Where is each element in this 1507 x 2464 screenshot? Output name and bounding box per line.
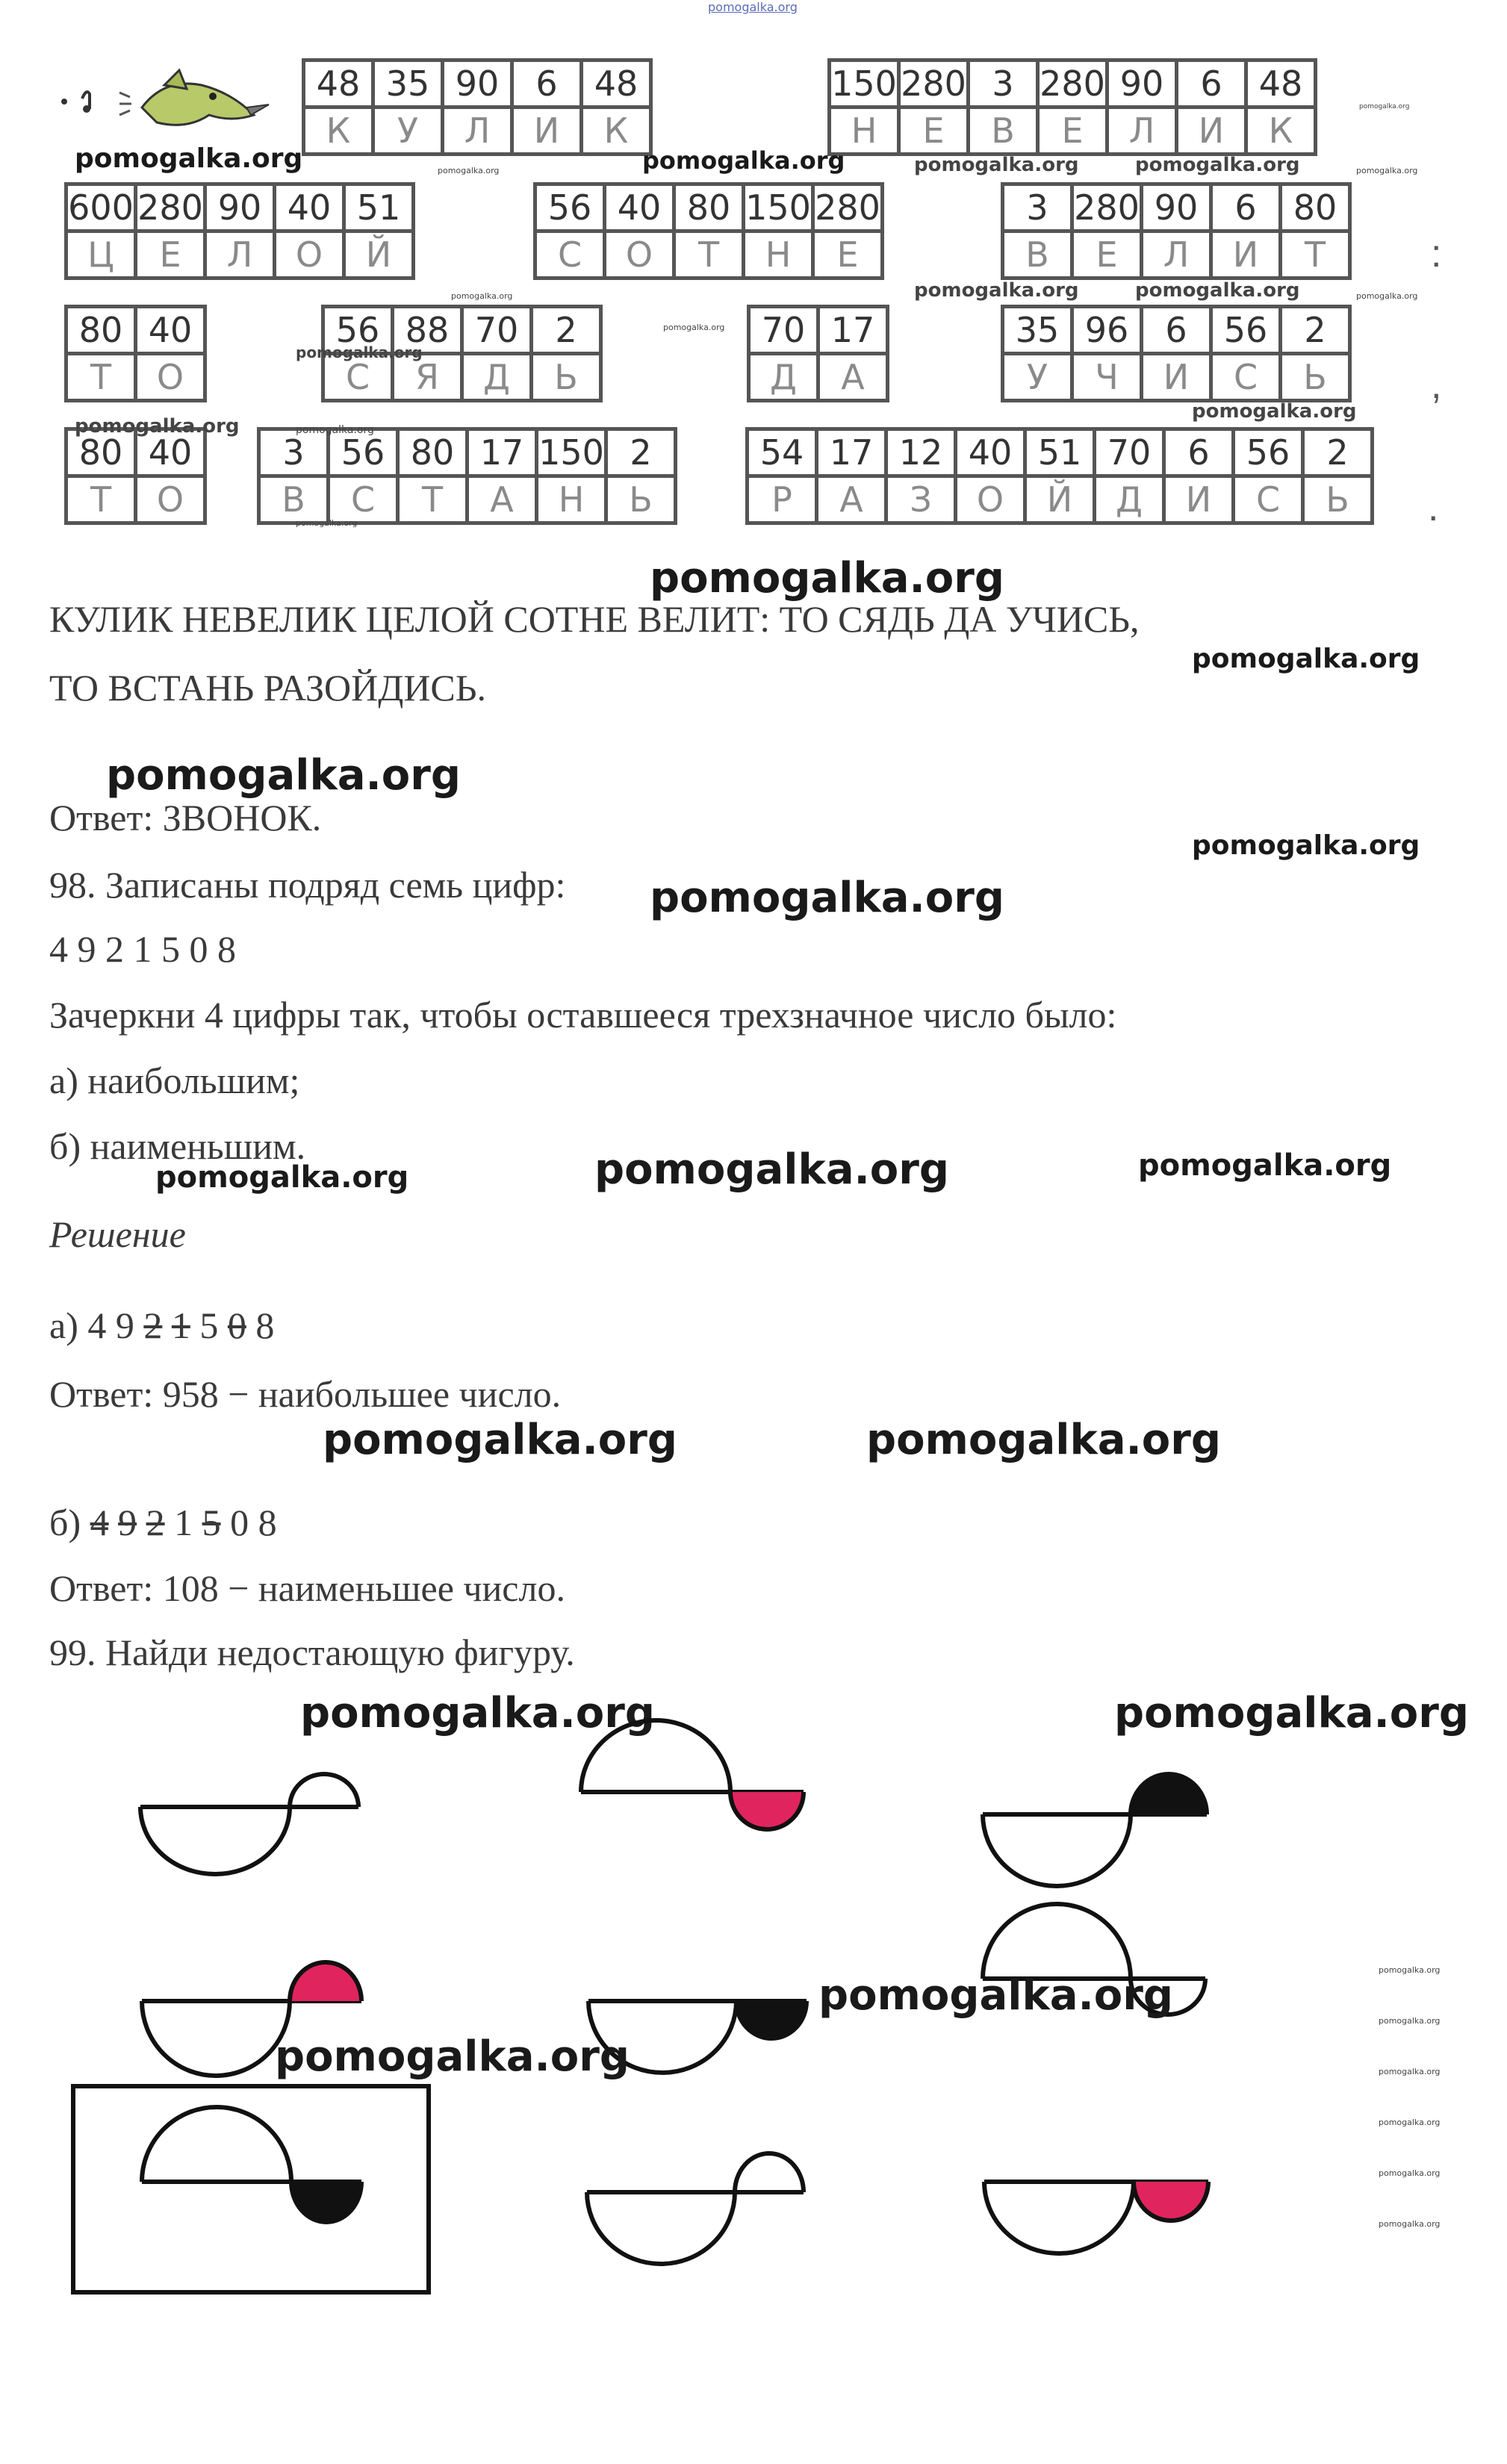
watermark: pomogalka.org — [1135, 279, 1300, 302]
cipher-letter: Т — [66, 476, 136, 523]
cipher-velit — [1001, 182, 1352, 280]
cipher-number: 150 — [744, 184, 813, 231]
watermark: pomogalka.org — [1138, 1148, 1392, 1183]
cipher-letter: Е — [1072, 231, 1142, 279]
cipher-tseloy — [64, 182, 415, 280]
watermark: pomogalka.org — [1135, 154, 1300, 176]
watermark: pomogalka.org — [1114, 1689, 1469, 1737]
cipher-number: 70 — [462, 307, 532, 354]
watermark: pomogalka.org — [275, 2032, 630, 2081]
cipher-number: 88 — [393, 307, 462, 354]
cipher-letter: Ч — [1072, 354, 1142, 401]
kept-digit: 1 — [174, 1502, 193, 1543]
cipher-number: 40 — [605, 184, 674, 231]
cipher-razoydis — [745, 427, 1374, 525]
watermark: pomogalka.org — [451, 291, 513, 301]
cipher-number: 70 — [1095, 429, 1164, 476]
watermark: pomogalka.org — [296, 343, 423, 361]
cipher-letter: К — [304, 108, 373, 155]
watermark: pomogalka.org — [1192, 644, 1420, 674]
cipher-letter: Н — [537, 476, 606, 523]
solution-a-prefix: а) — [49, 1304, 78, 1346]
cipher-letter: И — [1164, 476, 1234, 523]
cipher-number: 90 — [205, 184, 275, 231]
task-98-title: 98. Записаны подряд семь цифр: — [49, 864, 566, 906]
top-watermark: pomogalka.org — [708, 0, 798, 14]
figures-grid — [0, 1717, 1507, 2464]
watermark: pomogalka.org — [663, 323, 725, 332]
kept-digit: 8 — [258, 1502, 277, 1543]
watermark: pomogalka.org — [323, 1416, 677, 1464]
task-98-text: Зачеркни 4 цифры так, чтобы оставшееся трехзначное число было: — [49, 994, 1117, 1036]
cipher-letter: К — [1246, 108, 1316, 155]
option-b: б) наименьшим. — [49, 1125, 306, 1167]
colon-mark: : — [1431, 232, 1442, 276]
cipher-vstan — [257, 427, 677, 525]
cipher-letter: Ь — [1281, 354, 1350, 401]
answer-b: Ответ: 108 − наименьшее число. — [49, 1567, 565, 1609]
cipher-number: 56 — [329, 429, 398, 476]
cipher-number: 40 — [275, 184, 344, 231]
cipher-letter: И — [1211, 231, 1281, 279]
watermark: pomogalka.org — [1379, 2016, 1441, 2026]
cipher-letter: В — [1003, 231, 1072, 279]
cipher-letter: Н — [830, 108, 899, 155]
cipher-number: 3 — [969, 60, 1038, 108]
cipher-number: 51 — [344, 184, 414, 231]
cipher-letter: Ь — [532, 354, 601, 401]
cipher-kulik — [302, 58, 653, 156]
cipher-letter: Я — [393, 354, 462, 401]
cipher-number: 600 — [66, 184, 136, 231]
cipher-letter: С — [1211, 354, 1281, 401]
struck-digit: 1 — [171, 1304, 190, 1346]
cipher-number: 150 — [537, 429, 606, 476]
figure-r1c1 — [140, 1774, 358, 1874]
figure-r3c1 — [142, 2107, 361, 2222]
cipher-letter: К — [582, 108, 651, 155]
cipher-letter: Е — [813, 231, 883, 279]
cipher-letter: Ь — [606, 476, 676, 523]
solution-label: Решение — [49, 1213, 186, 1255]
struck-digit: 2 — [143, 1304, 163, 1346]
cipher-number: 280 — [813, 184, 883, 231]
cipher-letter: А — [817, 476, 886, 523]
cipher-number: 90 — [1107, 60, 1177, 108]
struck-digit: 9 — [118, 1502, 137, 1543]
watermark: pomogalka.org — [1379, 2118, 1441, 2127]
watermark: pomogalka.org — [914, 279, 1079, 302]
digits-row: 4 9 2 1 5 0 8 — [49, 928, 236, 970]
proverb-line-1: КУЛИК НЕВЕЛИК ЦЕЛОЙ СОТНЕ ВЕЛИТ: ТО СЯДЬ ДА УЧИСЬ, — [49, 598, 1140, 640]
cipher-letter: С — [323, 354, 393, 401]
cipher-number: 40 — [136, 429, 205, 476]
cipher-number: 280 — [136, 184, 205, 231]
cipher-number: 90 — [1142, 184, 1211, 231]
cipher-number: 12 — [886, 429, 956, 476]
cipher-number: 48 — [582, 60, 651, 108]
cipher-letter: Е — [899, 108, 969, 155]
solution-b-digits — [90, 1502, 277, 1543]
answer-a: Ответ: 958 − наибольшее число. — [49, 1373, 562, 1415]
watermark: pomogalka.org — [106, 751, 461, 800]
watermark: pomogalka.org — [818, 1971, 1173, 2020]
task-99-title: 99. Найди недостающую фигуру. — [49, 1631, 575, 1673]
cipher-number: 48 — [304, 60, 373, 108]
struck-digit: 0 — [227, 1304, 246, 1346]
cipher-letter: Д — [462, 354, 532, 401]
struck-digit: 4 — [90, 1502, 109, 1543]
cipher-number: 70 — [749, 307, 818, 354]
cipher-number: 80 — [66, 429, 136, 476]
cipher-letter: О — [136, 354, 205, 401]
cipher-to-1 — [64, 305, 207, 402]
watermark: pomogalka.org — [1359, 103, 1410, 111]
cipher-letter: О — [136, 476, 205, 523]
cipher-number: 35 — [373, 60, 443, 108]
cipher-number: 51 — [1025, 429, 1095, 476]
cipher-number: 56 — [535, 184, 605, 231]
cipher-letter: А — [818, 354, 888, 401]
cipher-nevelik — [827, 58, 1317, 156]
cipher-letter: С — [1234, 476, 1303, 523]
watermark: pomogalka.org — [75, 415, 240, 438]
cipher-number: 80 — [398, 429, 467, 476]
cipher-number: 150 — [830, 60, 899, 108]
cipher-number: 3 — [1003, 184, 1072, 231]
cipher-letter: В — [969, 108, 1038, 155]
solution-a — [49, 1304, 274, 1347]
cipher-number: 40 — [136, 307, 205, 354]
cipher-number: 56 — [323, 307, 393, 354]
cipher-letter: О — [275, 231, 344, 279]
watermark: pomogalka.org — [296, 424, 374, 436]
watermark: pomogalka.org — [1379, 1965, 1441, 1975]
cipher-letter: У — [373, 108, 443, 155]
period-mark: . — [1428, 486, 1439, 529]
cipher-number: 280 — [1072, 184, 1142, 231]
cipher-to-2 — [64, 427, 207, 525]
figure-r1c2 — [581, 1720, 804, 1829]
cipher-letter: О — [605, 231, 674, 279]
watermark: pomogalka.org — [75, 143, 303, 174]
cipher-number: 3 — [259, 429, 329, 476]
cipher-letter: И — [512, 108, 582, 155]
kept-digit: 4 — [87, 1304, 107, 1346]
cipher-number: 280 — [1038, 60, 1107, 108]
cipher-number: 48 — [1246, 60, 1316, 108]
answer-97: Ответ: ЗВОНОК. — [49, 797, 322, 839]
cipher-number: 17 — [818, 307, 888, 354]
cipher-letter: Т — [1281, 231, 1350, 279]
watermark: pomogalka.org — [594, 1145, 949, 1194]
cipher-letter: И — [1142, 354, 1211, 401]
struck-digit: 2 — [146, 1502, 165, 1543]
watermark: pomogalka.org — [650, 554, 1004, 603]
cipher-letter: Й — [1025, 476, 1095, 523]
cipher-uchis — [1001, 305, 1352, 402]
cipher-letter: Л — [443, 108, 512, 155]
watermark: pomogalka.org — [914, 154, 1079, 176]
cipher-letter: Д — [1095, 476, 1164, 523]
cipher-number: 6 — [1142, 307, 1211, 354]
cipher-letter: С — [329, 476, 398, 523]
watermark: pomogalka.org — [296, 518, 358, 528]
kept-digit: 9 — [115, 1304, 134, 1346]
figure-r1c3 — [983, 1774, 1207, 1886]
cipher-number: 6 — [1211, 184, 1281, 231]
cipher-letter: Р — [748, 476, 817, 523]
cipher-letter: Л — [1107, 108, 1177, 155]
cipher-number: 17 — [467, 429, 537, 476]
watermark: pomogalka.org — [1356, 166, 1418, 175]
cipher-letter: И — [1177, 108, 1246, 155]
cipher-number: 2 — [606, 429, 676, 476]
cipher-number: 56 — [1234, 429, 1303, 476]
cipher-number: 96 — [1072, 307, 1142, 354]
cipher-letter: В — [259, 476, 329, 523]
cipher-letter: О — [956, 476, 1025, 523]
cipher-letter: А — [467, 476, 537, 523]
cipher-letter: Е — [136, 231, 205, 279]
figure-r3c3 — [984, 2182, 1208, 2253]
cipher-number: 80 — [66, 307, 136, 354]
cipher-number: 6 — [1164, 429, 1234, 476]
cipher-number: 40 — [956, 429, 1025, 476]
cipher-number: 17 — [817, 429, 886, 476]
watermark: pomogalka.org — [1192, 830, 1420, 861]
struck-digit: 5 — [202, 1502, 221, 1543]
figure-r3c2 — [587, 2153, 804, 2264]
cipher-letter: Е — [1038, 108, 1107, 155]
solution-a-digits — [87, 1304, 274, 1346]
cipher-letter: Л — [1142, 231, 1211, 279]
cipher-letter: Л — [205, 231, 275, 279]
watermark: pomogalka.org — [438, 166, 500, 175]
watermark: pomogalka.org — [866, 1416, 1221, 1464]
cipher-number: 280 — [899, 60, 969, 108]
cipher-number: 2 — [1303, 429, 1373, 476]
cipher-sotne — [533, 182, 884, 280]
cipher-number: 54 — [748, 429, 817, 476]
cipher-letter: Т — [398, 476, 467, 523]
cipher-number: 80 — [674, 184, 744, 231]
cipher-da — [747, 305, 889, 402]
cipher-letter: Т — [674, 231, 744, 279]
kept-digit: 0 — [230, 1502, 249, 1543]
cipher-letter: Ь — [1303, 476, 1373, 523]
option-a: а) наибольшим; — [49, 1060, 300, 1101]
cipher-number: 2 — [532, 307, 601, 354]
proverb-line-2: ТО ВСТАНЬ РАЗОЙДИСЬ. — [49, 667, 486, 709]
cipher-number: 2 — [1281, 307, 1350, 354]
comma-mark: , — [1431, 364, 1442, 407]
watermark: pomogalka.org — [300, 1689, 655, 1737]
cipher-number: 56 — [1211, 307, 1281, 354]
watermark: pomogalka.org — [155, 1160, 409, 1195]
bird-illustration — [52, 63, 276, 145]
watermark: pomogalka.org — [1379, 2067, 1441, 2076]
watermark: pomogalka.org — [1356, 291, 1418, 301]
cipher-letter: Н — [744, 231, 813, 279]
cipher-letter: Ц — [66, 231, 136, 279]
cipher-letter: З — [886, 476, 956, 523]
watermark: pomogalka.org — [642, 146, 845, 175]
solution-b-prefix: б) — [49, 1502, 81, 1543]
cipher-letter: Д — [749, 354, 818, 401]
watermark: pomogalka.org — [1379, 2168, 1441, 2178]
cipher-number: 80 — [1281, 184, 1350, 231]
cipher-number: 90 — [443, 60, 512, 108]
cipher-letter: С — [535, 231, 605, 279]
kept-digit: 8 — [255, 1304, 275, 1346]
watermark: pomogalka.org — [1379, 2219, 1441, 2229]
cipher-number: 6 — [1177, 60, 1246, 108]
cipher-letter: Т — [66, 354, 136, 401]
cipher-number: 6 — [512, 60, 582, 108]
cipher-number: 35 — [1003, 307, 1072, 354]
watermark: pomogalka.org — [650, 874, 1004, 922]
solution-b — [49, 1501, 277, 1544]
kept-digit: 5 — [199, 1304, 219, 1346]
cipher-letter: Й — [344, 231, 414, 279]
cipher-letter: У — [1003, 354, 1072, 401]
watermark: pomogalka.org — [1192, 400, 1357, 423]
